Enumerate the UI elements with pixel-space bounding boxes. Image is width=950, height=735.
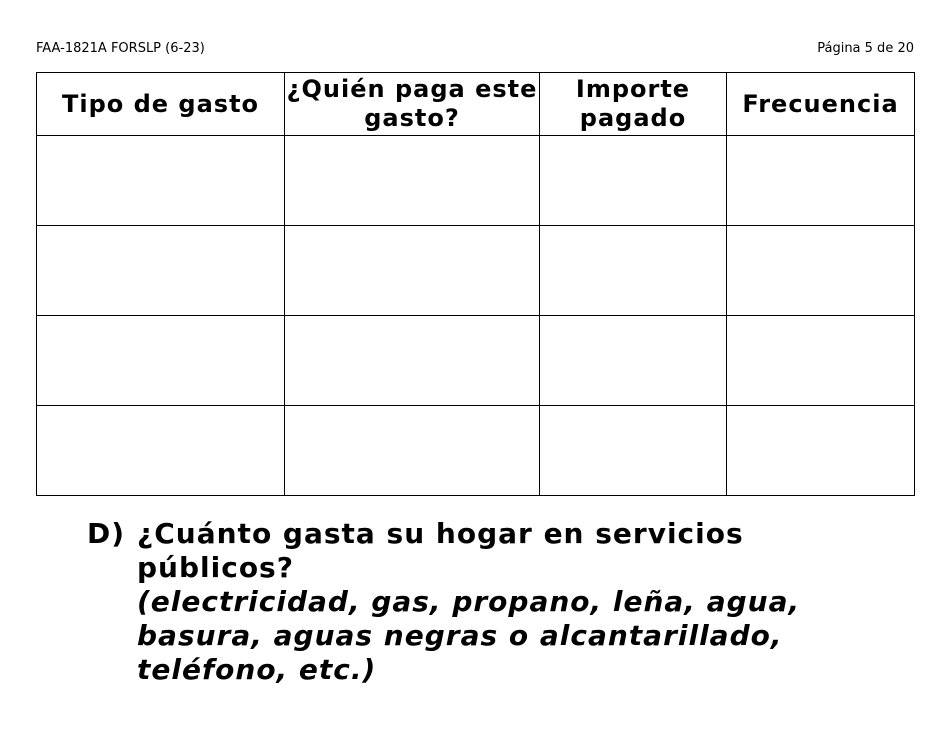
expense-type-cell[interactable]: [37, 316, 285, 406]
column-header-who-pays: ¿Quién paga este gasto?: [285, 73, 540, 136]
amount-paid-cell[interactable]: [540, 406, 727, 496]
question-examples: (electricidad, gas, propano, leña, agua, basura, aguas negras o alcantarillado, teléfono, etc.): [137, 585, 801, 686]
question-body: [137, 517, 867, 687]
table-row: [37, 226, 915, 316]
expense-type-cell[interactable]: [37, 226, 285, 316]
column-header-expense-type: Tipo de gasto: [37, 73, 285, 136]
frequency-cell[interactable]: [727, 136, 915, 226]
table-row: [37, 136, 915, 226]
question-text: ¿Cuánto gasta su hogar en servicios públicos?: [137, 517, 744, 584]
expense-type-cell[interactable]: [37, 136, 285, 226]
page-number: Página 5 de 20: [817, 41, 914, 56]
column-header-frequency: Frecuencia: [727, 73, 915, 136]
table-header-row: [37, 73, 915, 136]
frequency-cell[interactable]: [727, 406, 915, 496]
table-row: [37, 406, 915, 496]
amount-paid-cell[interactable]: [540, 226, 727, 316]
table-row: [37, 316, 915, 406]
who-pays-cell[interactable]: [285, 136, 540, 226]
who-pays-cell[interactable]: [285, 226, 540, 316]
question-d: [87, 517, 867, 687]
form-id: FAA-1821A FORSLP (6-23): [36, 41, 205, 56]
frequency-cell[interactable]: [727, 316, 915, 406]
frequency-cell[interactable]: [727, 226, 915, 316]
expense-table: [36, 72, 915, 496]
page-header: [36, 40, 914, 58]
question-letter: D): [87, 517, 126, 550]
amount-paid-cell[interactable]: [540, 316, 727, 406]
expense-type-cell[interactable]: [37, 406, 285, 496]
who-pays-cell[interactable]: [285, 316, 540, 406]
column-header-amount-paid: Importe pagado: [540, 73, 727, 136]
amount-paid-cell[interactable]: [540, 136, 727, 226]
who-pays-cell[interactable]: [285, 406, 540, 496]
